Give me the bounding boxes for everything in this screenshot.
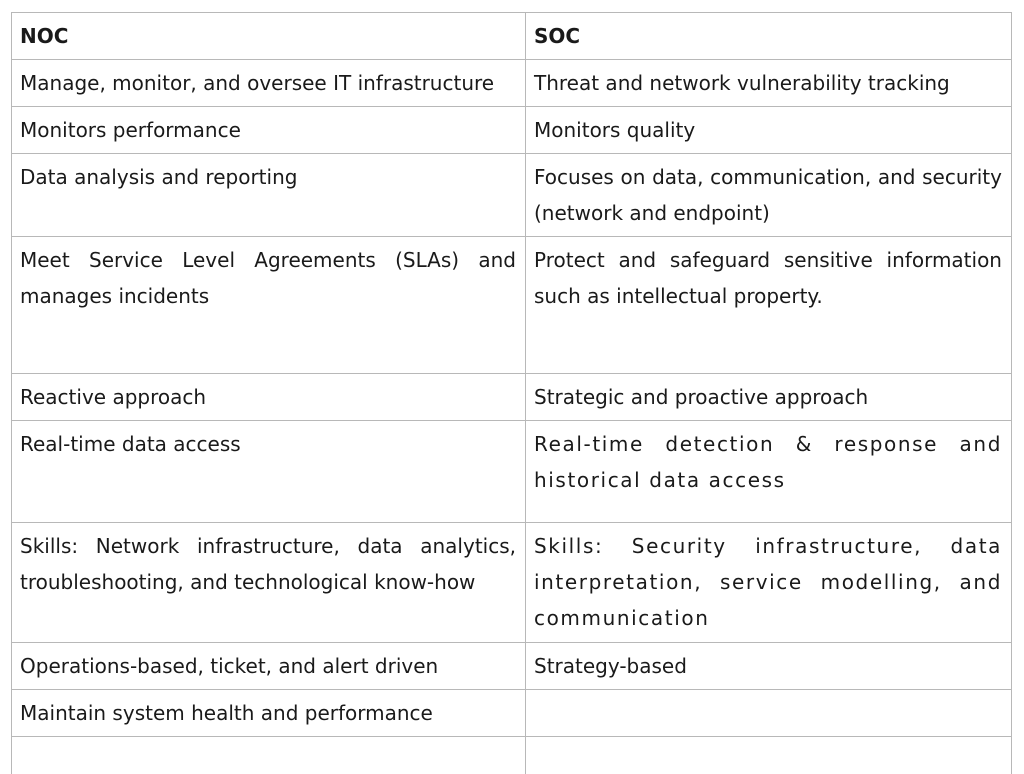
table-row — [12, 643, 1012, 690]
header-soc: SOC — [526, 13, 1012, 60]
soc-cell: Strategy-based — [526, 643, 1012, 690]
noc-cell: Skills: Network infrastructure, data analytics, troubleshooting, and technological know-how — [12, 523, 526, 643]
noc-cell: Reactive approach — [12, 374, 526, 421]
header-noc: NOC — [12, 13, 526, 60]
soc-cell: Real-time detection & response and historical data access — [526, 421, 1012, 523]
soc-cell: Focuses on data, communication, and security (network and endpoint) — [526, 154, 1012, 237]
soc-cell: Skills: Security infrastructure, data interpretation, service modelling, and communication — [526, 523, 1012, 643]
soc-cell — [526, 737, 1012, 774]
table-row — [12, 737, 1012, 774]
table-row — [12, 374, 1012, 421]
noc-cell: Monitors performance — [12, 107, 526, 154]
table-row — [12, 690, 1012, 737]
soc-cell: Protect and safeguard sensitive information such as intellectual property. — [526, 237, 1012, 374]
noc-cell: Meet Service Level Agreements (SLAs) and manages incidents — [12, 237, 526, 374]
table-row — [12, 523, 1012, 643]
soc-cell: Strategic and proactive approach — [526, 374, 1012, 421]
soc-cell: Monitors quality — [526, 107, 1012, 154]
table-header-row — [12, 13, 1012, 60]
noc-cell: Data analysis and reporting — [12, 154, 526, 237]
soc-cell: Threat and network vulnerability tracking — [526, 60, 1012, 107]
table-row — [12, 107, 1012, 154]
table-row — [12, 421, 1012, 523]
table-row — [12, 154, 1012, 237]
table-row — [12, 237, 1012, 374]
noc-cell: Real-time data access — [12, 421, 526, 523]
noc-cell: Operations-based, ticket, and alert driven — [12, 643, 526, 690]
noc-soc-comparison-table — [11, 12, 1012, 774]
noc-cell: Maintain system health and performance — [12, 690, 526, 737]
soc-cell — [526, 690, 1012, 737]
table-row — [12, 60, 1012, 107]
noc-cell — [12, 737, 526, 774]
noc-cell: Manage, monitor, and oversee IT infrastructure — [12, 60, 526, 107]
